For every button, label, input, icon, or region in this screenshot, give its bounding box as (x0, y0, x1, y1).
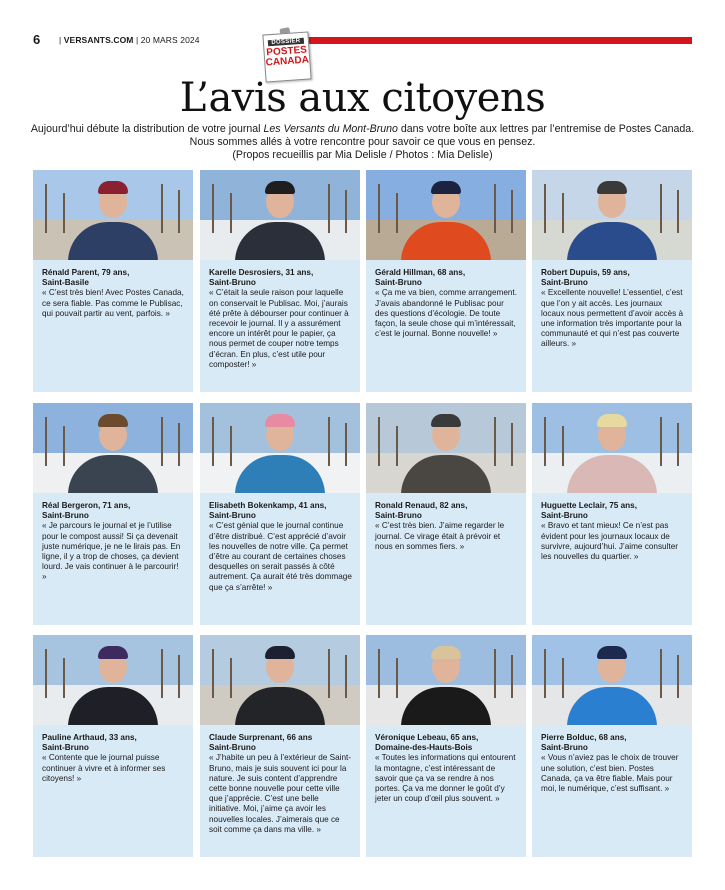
person-hat (98, 646, 128, 659)
citizen-card (366, 170, 526, 392)
photo-tree (562, 193, 564, 234)
citizen-photo (532, 635, 692, 725)
citizen-quote: « Contente que le journal puisse continuer à vivre et à informer ses citoyens! » (42, 753, 166, 783)
photo-tree (45, 649, 47, 699)
citizen-quote: « Bravo et tant mieux! Ce n’est pas évident pour les journaux locaux de survivre, aujourd’hui. J’aime consulter les nouvelles du quartier. » (541, 521, 678, 562)
header-info (59, 35, 200, 45)
photo-tree (63, 426, 65, 467)
citizen-city: Saint-Bruno (209, 743, 256, 753)
citizen-photo (33, 403, 193, 493)
badge-dossier-label: DOSSIER (268, 38, 304, 46)
citizen-text (366, 493, 526, 558)
photo-tree (660, 417, 662, 467)
intro-line2: Nous sommes allés à votre rencontre pour savoir ce que vous en pensez. (189, 136, 536, 148)
citizen-city: Saint-Basile (42, 278, 89, 288)
person-hat (431, 181, 461, 194)
photo-tree (396, 426, 398, 467)
citizen-city: Saint-Bruno (375, 511, 422, 521)
citizen-photo (366, 403, 526, 493)
citizen-name: Véronique Lebeau, 65 ans, (375, 733, 479, 742)
citizen-name: Ronald Renaud, 82 ans, (375, 501, 468, 510)
person-hat (597, 646, 627, 659)
citizen-card (532, 635, 692, 857)
site-name[interactable]: VERSANTS.COM (63, 35, 134, 45)
citizen-text (200, 260, 360, 376)
citizen-city: Saint-Bruno (375, 278, 422, 288)
citizen-name: Pauline Arthaud, 33 ans, (42, 733, 137, 742)
citizen-text (532, 725, 692, 800)
citizen-card (33, 403, 193, 625)
citizen-quote: « Ça me va bien, comme arrangement. J’avais abandonné le Publisac pour des questions d’écologie. De toute façon, la seule chose qui m’intéressait, c’est le journal. Bonne nouvelle! » (375, 288, 517, 339)
photo-tree (230, 658, 232, 699)
photo-tree (178, 190, 180, 233)
citizen-card (200, 403, 360, 625)
citizen-card (366, 635, 526, 857)
citizen-quote: « C’est génial que le journal continue d’être distribué. C’est apprécié d’avoir les nouvelles de notre ville. Ça permet d’être au courant de certaines choses desquelles on serait passés à côté autrement. Ça aurait été très dommage que ça s’arrête! » (209, 521, 352, 592)
citizen-text (200, 725, 360, 841)
citizen-photo (33, 635, 193, 725)
citizen-city: Saint-Bruno (42, 743, 89, 753)
person-hat (265, 181, 295, 194)
citizen-text (200, 493, 360, 599)
photo-tree (677, 190, 679, 233)
citizen-quote: « Je parcours le journal et je l’utilise pour le compost aussi! Si ça devenait juste numérique, je ne le lirais pas. En ligne, il y a trop de choses, ça devient lourd. Je vais continuer à le parcourir! » (42, 521, 181, 582)
photo-tree (161, 184, 163, 234)
photo-tree (544, 417, 546, 467)
citizen-card (366, 403, 526, 625)
citizen-photo (366, 635, 526, 725)
photo-tree (45, 184, 47, 234)
journal-name: Les Versants du Mont-Bruno (263, 123, 398, 135)
citizen-card (33, 635, 193, 857)
citizen-name: Rénald Parent, 79 ans, (42, 268, 130, 277)
citizen-card (532, 403, 692, 625)
citizen-card (532, 170, 692, 392)
photo-tree (494, 417, 496, 467)
photo-tree (230, 426, 232, 467)
intro-line3: (Propos recueillis par Mia Delisle / Photos : Mia Delisle) (232, 149, 493, 161)
intro-line1: Aujourd’hui débute la distribution de votre journal Les Versants du Mont-Bruno dans votre boîte aux lettres par l’entremise de Postes Canada. (30, 123, 695, 135)
citizen-photo (532, 170, 692, 260)
citizen-city: Domaine-des-Hauts-Bois (375, 743, 473, 753)
photo-tree (396, 193, 398, 234)
person-hat (265, 414, 295, 427)
header-separator: | (59, 35, 62, 45)
citizen-name: Karelle Desrosiers, 31 ans, (209, 268, 314, 277)
citizen-text (532, 260, 692, 356)
citizen-text (366, 260, 526, 345)
citizen-name: Gérald Hillman, 68 ans, (375, 268, 466, 277)
photo-tree (511, 655, 513, 698)
photo-tree (328, 184, 330, 234)
badge-line2: CANADA (265, 54, 310, 69)
person-hat (265, 646, 295, 659)
photo-tree (378, 184, 380, 234)
citizen-quote: « J’habite un peu à l’extérieur de Saint-Bruno, mais je suis souvent ici pour la nature. Je suis content d’apprendre cette bonne nouvelle pour cette ville que j’apprécie. C’est une belle initiative. Moi, j’aime ça avoir les nouvelles locales. J’aimerais que ce soit comme ça dans ma ville. » (209, 753, 352, 834)
photo-tree (660, 649, 662, 699)
photo-tree (544, 649, 546, 699)
citizen-card (200, 170, 360, 392)
person-hat (597, 181, 627, 194)
person-hat (431, 646, 461, 659)
citizen-text (33, 493, 193, 589)
citizen-photo (200, 403, 360, 493)
citizen-photo (200, 635, 360, 725)
person-hat (597, 414, 627, 427)
citizen-photo (532, 403, 692, 493)
page-title: L’avis aux citoyens (179, 75, 546, 121)
citizen-city: Saint-Bruno (541, 743, 588, 753)
photo-tree (494, 184, 496, 234)
citizen-quote: « Toutes les informations qui entourent la montagne, c’est intéressant de savoir que ça va se rendre à nos portes. Ça va me donner le goût d’y jeter un coup d’œil plus souvent. » (375, 753, 516, 804)
photo-tree (45, 417, 47, 467)
citizen-city: Saint-Bruno (42, 511, 89, 521)
photo-tree (63, 658, 65, 699)
citizen-text (33, 260, 193, 325)
photo-tree (378, 417, 380, 467)
citizen-text (366, 725, 526, 810)
person-hat (98, 414, 128, 427)
photo-tree (562, 658, 564, 699)
photo-tree (660, 184, 662, 234)
citizen-name: Robert Dupuis, 59 ans, (541, 268, 630, 277)
citizen-name: Elisabeth Bokenkamp, 41 ans, (209, 501, 327, 510)
photo-tree (178, 423, 180, 466)
photo-tree (494, 649, 496, 699)
citizen-card (200, 635, 360, 857)
issue-date: 20 MARS 2024 (140, 35, 200, 45)
photo-tree (677, 655, 679, 698)
photo-tree (677, 423, 679, 466)
page-number: 6 (33, 32, 41, 47)
photo-tree (544, 184, 546, 234)
person-hat (98, 181, 128, 194)
citizen-photo (200, 170, 360, 260)
citizen-city: Saint-Bruno (209, 511, 256, 521)
citizen-text (33, 725, 193, 790)
citizen-city: Saint-Bruno (209, 278, 256, 288)
photo-tree (178, 655, 180, 698)
citizen-card (33, 170, 193, 392)
photo-tree (511, 190, 513, 233)
citizen-name: Pierre Bolduc, 68 ans, (541, 733, 627, 742)
header-red-bar (272, 37, 692, 44)
intro-text (20, 123, 705, 162)
citizen-city: Saint-Bruno (541, 511, 588, 521)
citizen-quote: « C’est très bien. J’aime regarder le journal. Ce virage était à prévoir et nous en sommes fiers. » (375, 521, 505, 551)
photo-tree (345, 190, 347, 233)
citizen-photo (366, 170, 526, 260)
photo-tree (396, 658, 398, 699)
badge-line1: POSTES (265, 44, 308, 59)
photo-tree (345, 423, 347, 466)
citizen-name: Huguette Leclair, 75 ans, (541, 501, 638, 510)
photo-tree (161, 649, 163, 699)
photo-tree (378, 649, 380, 699)
photo-tree (328, 649, 330, 699)
citizen-quote: « C’était la seule raison pour laquelle on conservait le Publisac. Moi, j’aurais été prête à débourser pour continuer à recevoir le journal. Il y a assurément encore un intérêt pour le papier, ça nous permet de couper notre temps d’écran. En plus, c’est utile pour composter! » (209, 288, 349, 369)
photo-tree (328, 417, 330, 467)
citizen-photo (33, 170, 193, 260)
citizen-quote: « Vous n’aviez pas le choix de trouver une solution, c’est bien. Postes Canada, ça va être fiable. Mais pour moi, le numérique, c’est suffisant. » (541, 753, 679, 794)
citizen-text (532, 493, 692, 568)
photo-tree (212, 184, 214, 234)
citizen-name: Réal Bergeron, 71 ans, (42, 501, 131, 510)
photo-tree (230, 193, 232, 234)
photo-tree (562, 426, 564, 467)
photo-tree (511, 423, 513, 466)
photo-tree (161, 417, 163, 467)
citizen-city: Saint-Bruno (541, 278, 588, 288)
photo-tree (345, 655, 347, 698)
citizen-quote: « C’est très bien! Avec Postes Canada, ce sera fiable. Pas comme le Publisac, qui pouvait partir au vent, parfois. » (42, 288, 184, 318)
photo-tree (212, 649, 214, 699)
citizen-name: Claude Surprenant, 66 ans (209, 733, 313, 742)
header-separator-2: | (135, 35, 139, 45)
citizen-quote: « Excellente nouvelle! L’essentiel, c’est que l’on y ait accès. Les journaux locaux nous permettent d’avoir accès à une information très importante pour la communauté et qui n’est pas couverte ailleurs. » (541, 288, 683, 349)
photo-tree (63, 193, 65, 234)
photo-tree (212, 417, 214, 467)
person-hat (431, 414, 461, 427)
